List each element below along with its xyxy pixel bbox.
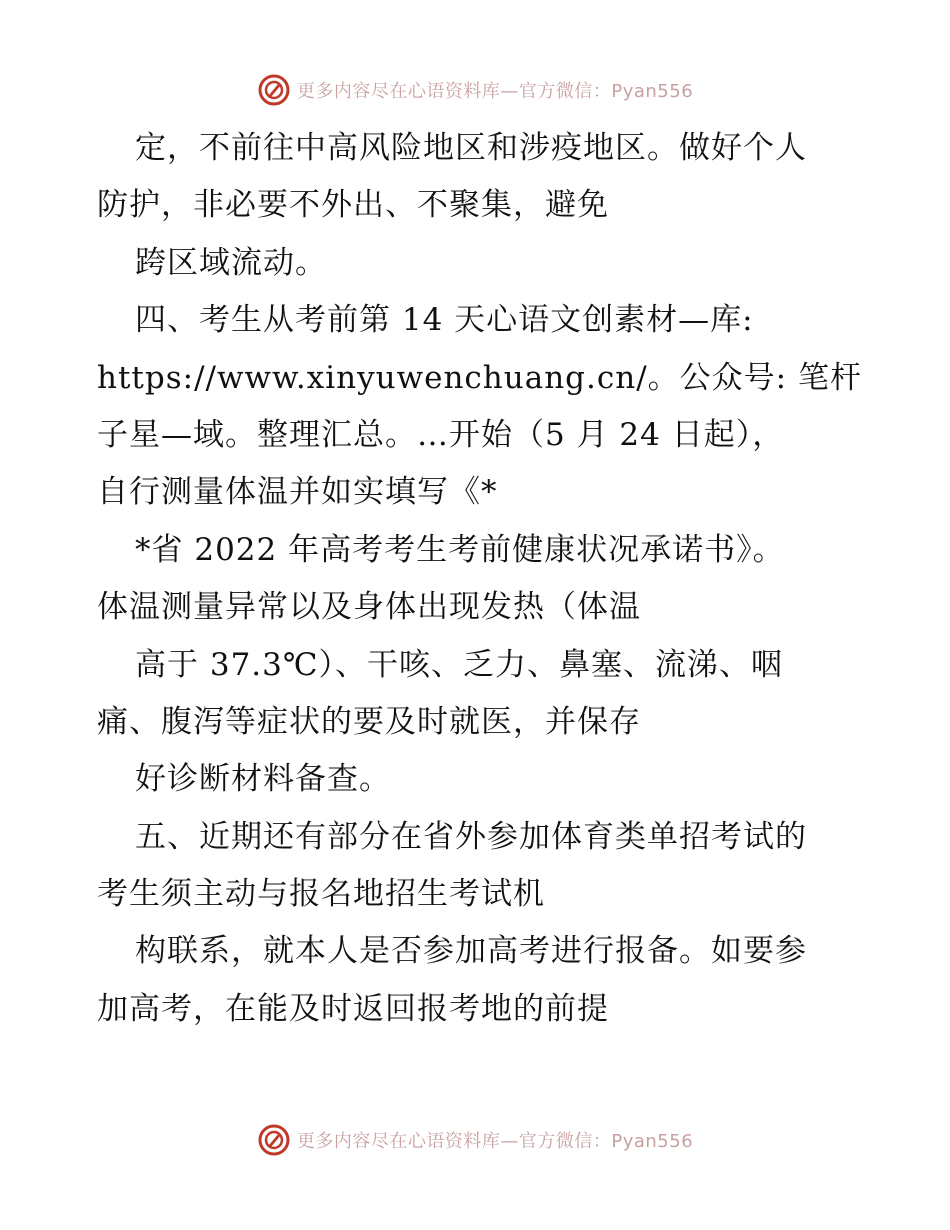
footer-watermark-text: 更多内容尽在心语资料库—官方微信：Pyan556 xyxy=(296,1131,694,1152)
text-line: 跨区域流动。 xyxy=(135,244,327,281)
text-line: 高于 37.3℃）、干咳、乏力、鼻塞、流涕、咽 xyxy=(135,646,784,683)
seal-logo-icon xyxy=(257,73,291,107)
header-watermark-banner xyxy=(0,70,950,110)
text-line: 痛、腹泻等症状的要及时就医，并保存 xyxy=(97,703,641,740)
text-line: 四、考生从考前第 14 天心语文创素材—库: xyxy=(135,302,754,339)
text-line: https://www.xinyuwenchuang.cn/。公众号: 笔杆 xyxy=(97,359,862,396)
text-line: 好诊断材料备查。 xyxy=(135,761,391,798)
text-line: 自行测量体温并如实填写《* xyxy=(97,474,498,511)
text-line: 五、近期还有部分在省外参加体育类单招考试的 xyxy=(135,818,807,855)
text-line: 子星—域。整理汇总。…开始（5 月 24 日起）， xyxy=(97,416,785,453)
text-line: 构联系，就本人是否参加高考进行报备。如要参 xyxy=(135,933,807,970)
document-body xyxy=(97,120,862,1038)
seal-logo-icon xyxy=(257,1123,291,1157)
header-watermark-text: 更多内容尽在心语资料库—官方微信：Pyan556 xyxy=(296,81,694,102)
footer-watermark-banner xyxy=(0,1120,950,1160)
text-line: 加高考，在能及时返回报考地的前提 xyxy=(97,990,609,1027)
text-line: 防护，非必要不外出、不聚集，避免 xyxy=(97,187,609,224)
text-line: 定，不前往中高风险地区和涉疫地区。做好个人 xyxy=(135,130,807,166)
text-line: *省 2022 年高考考生考前健康状况承诺书》。 xyxy=(135,531,785,568)
text-line: 体温测量异常以及身体出现发热（体温 xyxy=(97,589,641,626)
text-line: 考生须主动与报名地招生考试机 xyxy=(97,876,545,913)
